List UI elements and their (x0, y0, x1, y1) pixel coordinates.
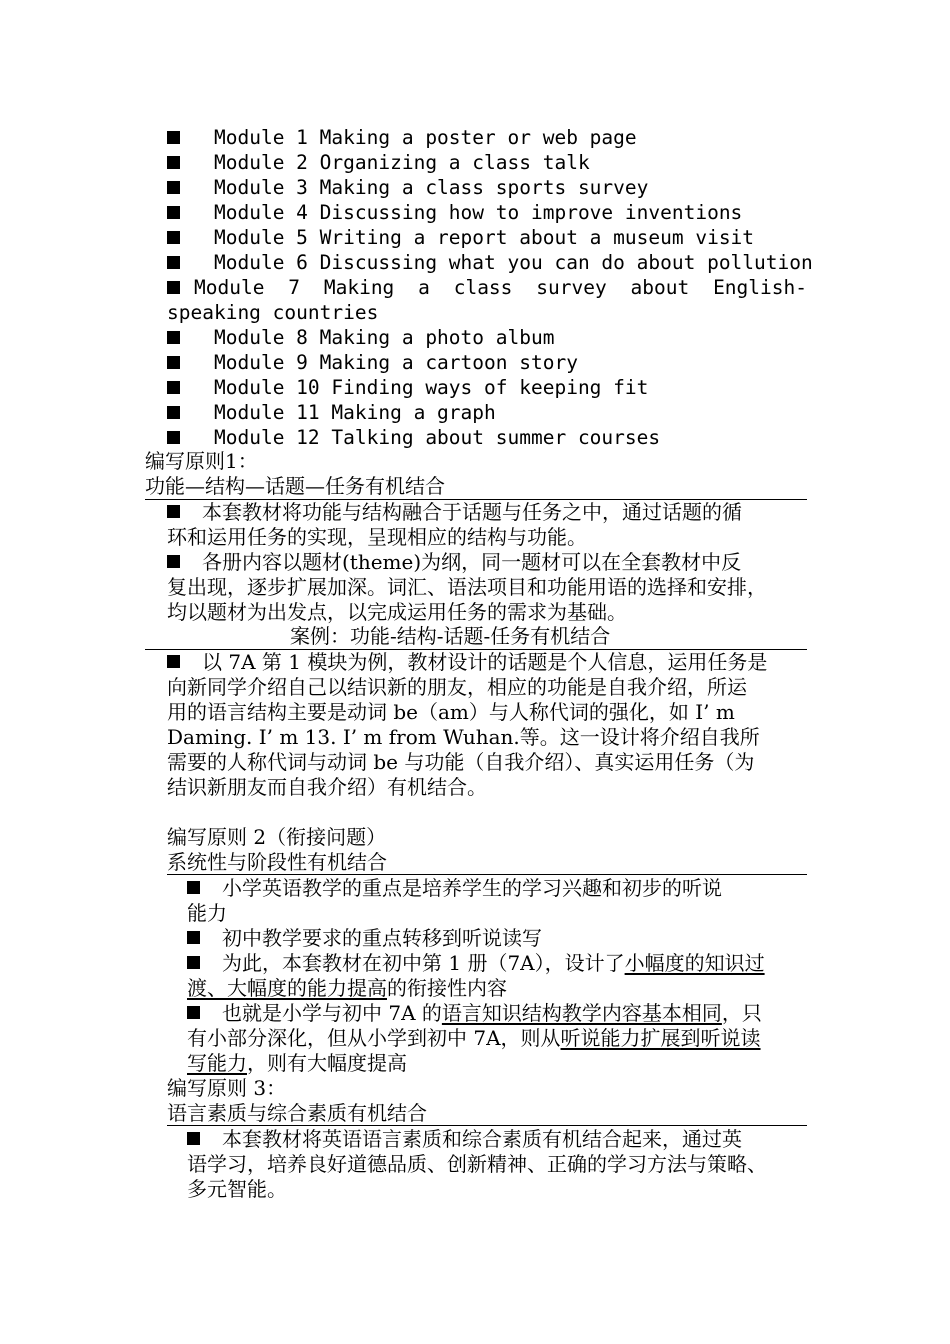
line: 小学英语教学的重点是培养学生的学习兴趣和初步的听说 (222, 876, 722, 900)
module-text: Module 9 Making a cartoon story (214, 351, 578, 374)
line: 复出现，逐步扩展加深。词汇、语法项目和功能用语的选择和安排， (167, 575, 767, 599)
module-text: Module 4 Discussing how to improve inventions (214, 201, 743, 224)
module-text: Module 3 Making a class sports survey (214, 176, 649, 199)
principle3-title: 语言素质与综合素质有机结合 (167, 1101, 427, 1125)
line: 多元智能。 (187, 1177, 287, 1201)
underlined-text: 语言知识结构教学内容基本相同 (441, 1001, 722, 1025)
bullet-square-icon (167, 206, 180, 219)
bullet-square-icon (167, 356, 180, 369)
bullet-square-icon (167, 281, 180, 294)
principle2-bullet (187, 951, 817, 1001)
module-item (167, 400, 807, 425)
line: 需要的人称代词与动词 be 与功能（自我介绍）、真实运用任务（为 (167, 750, 755, 774)
line: 环和运用任务的实现，呈现相应的结构与功能。 (167, 525, 587, 549)
line: 向新同学介绍自己以结识新的朋友，相应的功能是自我介绍，所运 (167, 675, 747, 699)
module-item (167, 325, 807, 350)
module-text: Module 11 Making a graph (214, 401, 496, 424)
module-item (167, 375, 807, 400)
line: 能力 (187, 901, 227, 925)
principle2-bullet (187, 926, 817, 951)
module-item (167, 225, 807, 250)
bullet-square-icon (187, 956, 200, 969)
module-item (167, 425, 807, 450)
principle1-title: 功能—结构—话题—任务有机结合 (145, 474, 445, 498)
text: 的衔接性内容 (387, 976, 507, 1000)
principle3-paragraph (187, 1127, 817, 1202)
bullet-square-icon (167, 505, 180, 518)
underlined-text: 渡、大幅度的能力提高 (187, 976, 387, 1000)
underlined-text: 听说能力扩展到听说读 (560, 1026, 761, 1050)
module-text: Module 2 Organizing a class talk (214, 151, 590, 174)
line: 均以题材为出发点，以完成运用任务的需求为基础。 (167, 600, 627, 624)
text: ，只 (721, 1001, 762, 1025)
principle1-bullet (167, 500, 817, 550)
bullet-square-icon (167, 331, 180, 344)
module-item-continuation: speaking countries (167, 301, 379, 324)
principle2-title: 系统性与阶段性有机结合 (167, 850, 387, 874)
line: Daming. I’ m 13. I’ m from Wuhan.等。这一设计将介绍自我所 (167, 725, 760, 749)
principle2-bullet (187, 1001, 817, 1076)
principle2-heading: 编写原则 2（衔接问题） (167, 825, 387, 849)
module-text: Module 6 Discussing what you can do about pollution (214, 251, 813, 274)
underlined-text: 小幅度的知识过 (624, 951, 765, 975)
module-item (167, 275, 807, 300)
text: 有小部分深化，但从小学到初中 7A，则从 (187, 1026, 561, 1050)
bullet-square-icon (187, 1006, 200, 1019)
text: 为此，本套教材在初中第 1 册（7A），设计了 (222, 951, 625, 975)
bullet-square-icon (167, 156, 180, 169)
divider (167, 874, 807, 875)
module-item (167, 150, 807, 175)
principle2-bullet (187, 876, 817, 926)
module-text: Module 12 Talking about summer courses (214, 426, 661, 449)
module-text: Module 1 Making a poster or web page (214, 126, 637, 149)
module-item (167, 350, 807, 375)
case-paragraph (167, 650, 817, 800)
bullet-square-icon (167, 381, 180, 394)
module-text: Module 7 Making a class survey about English- (194, 276, 807, 299)
module-item (167, 175, 807, 200)
text: 也就是小学与初中 7A 的 (222, 1001, 442, 1025)
module-item (167, 250, 813, 275)
divider (167, 1125, 807, 1126)
bullet-square-icon (167, 231, 180, 244)
text: ，则有大幅度提高 (247, 1051, 407, 1075)
bullet-square-icon (187, 881, 200, 894)
principle1-bullet (167, 550, 817, 625)
module-item (167, 125, 807, 150)
module-text: Module 10 Finding ways of keeping fit (214, 376, 649, 399)
bullet-square-icon (167, 181, 180, 194)
module-item (167, 200, 807, 225)
line: 以 7A 第 1 模块为例，教材设计的话题是个人信息，运用任务是 (202, 650, 768, 674)
principle3-heading: 编写原则 3： (167, 1076, 287, 1100)
bullet-square-icon (167, 131, 180, 144)
bullet-square-icon (167, 256, 180, 269)
line: 用的语言结构主要是动词 be（am）与人称代词的强化，如 I’ m (167, 700, 735, 724)
principle1-heading: 编写原则1： (145, 449, 258, 473)
case-title: 案例：功能-结构-话题-任务有机结合 (290, 624, 611, 648)
bullet-square-icon (167, 406, 180, 419)
module-text: Module 8 Making a photo album (214, 326, 555, 349)
line: 各册内容以题材(theme)为纲，同一题材可以在全套教材中反 (202, 550, 742, 574)
line: 本套教材将英语语言素质和综合素质有机结合起来，通过英 (222, 1127, 742, 1151)
bullet-square-icon (187, 1132, 200, 1145)
line: 语学习，培养良好道德品质、创新精神、正确的学习方法与策略、 (187, 1152, 767, 1176)
bullet-square-icon (167, 555, 180, 568)
line: 本套教材将功能与结构融合于话题与任务之中，通过话题的循 (202, 500, 742, 524)
bullet-square-icon (167, 431, 180, 444)
line: 结识新朋友而自我介绍）有机结合。 (167, 775, 487, 799)
bullet-square-icon (167, 655, 180, 668)
line: 初中教学要求的重点转移到听说读写 (222, 926, 542, 950)
underlined-text: 写能力 (187, 1051, 247, 1075)
bullet-square-icon (187, 931, 200, 944)
module-text: Module 5 Writing a report about a museum visit (214, 226, 755, 249)
